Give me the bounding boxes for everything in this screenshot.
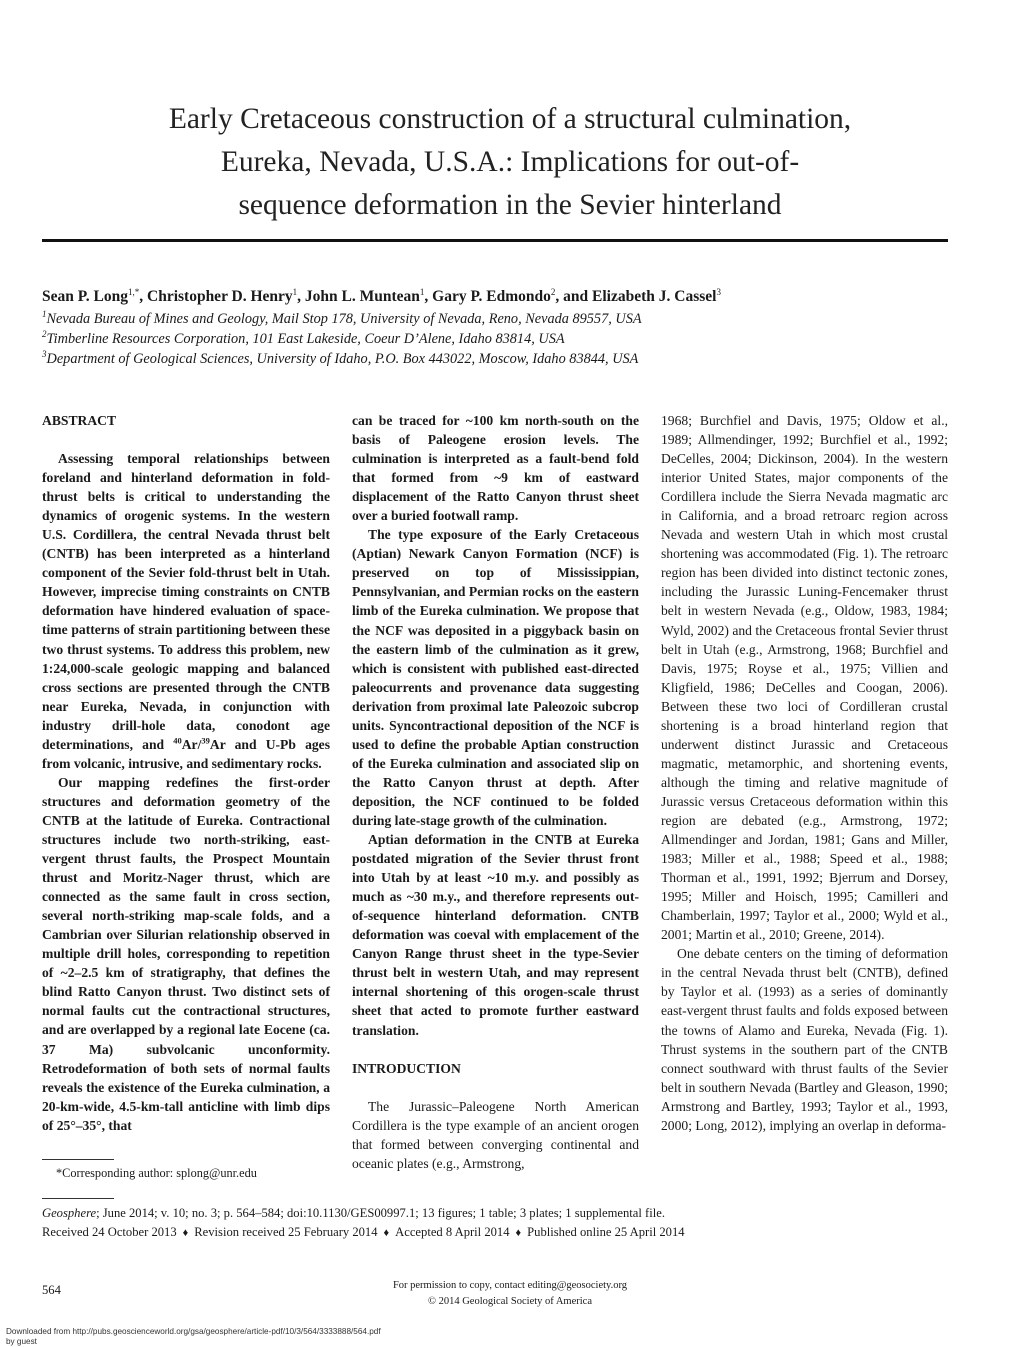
author-affil-marker: 1,*	[128, 286, 140, 297]
permissions-notice	[360, 1278, 660, 1310]
history-dates	[42, 1225, 685, 1240]
abstract-heading: ABSTRACT	[42, 413, 117, 428]
affil-text: Nevada Bureau of Mines and Geology, Mail Stop 178, University of Nevada, Reno, Nevada 89557, USA	[46, 311, 642, 327]
permission-contact: For permission to copy, contact editing@geosociety.org	[392, 1280, 628, 1291]
affiliation	[42, 351, 952, 368]
affil-text: Timberline Resources Corporation, 101 East Lakeside, Coeur D’Alene, Idaho 83814, USA	[46, 331, 565, 347]
column-3	[661, 411, 948, 1135]
journal-name: Geosphere	[42, 1206, 97, 1220]
abstract-paragraph: Aptian deformation in the CNTB at Eureka postdated migration of the Sevier thrust front into Utah by at least ~10 m.y. and possibly as much as ~30 m.y., and therefore represents out-of-sequence hinterland deformation. CNTB deformation was coeval with emplacement of the Canyon Range thrust sheet in the type-Sevier thrust belt in western Utah, and may represent internal shortening of this orogen-scale thrust sheet that acted to promote further eastward translation.	[352, 832, 639, 1038]
column-1	[42, 411, 330, 1135]
isotope-superscript: 39	[201, 735, 210, 746]
author-affil-marker: 3	[716, 286, 721, 297]
affiliation	[42, 331, 952, 348]
abstract-paragraph: can be traced for ~100 km north-south on the basis of Paleogene erosion levels. The culmination is interpreted as a fault-bend fold that formed from ~9 km of eastward displacement of the Ratto Canyon thrust sheet over a buried footwall ramp.	[352, 413, 639, 524]
author-list	[42, 288, 952, 306]
citation-line	[42, 1206, 665, 1221]
diamond-icon: ♦	[383, 1227, 390, 1239]
abstract-paragraph: Our mapping redefines the first-order structures and deformation geometry of the CNTB at the latitude of Eureka. Contractional structures include two north-striking, east-vergent thrust faults, the Prospect Mountain thrust and Moritz-Nager thrust, which are connected as the same fault in cross section, several north-striking map-scale folds, and a Cambrian over Silurian relationship observed in multiple drill holes, corresponding to repetition of ~2–2.5 km of stratigraphy, that defines the blind Ratto Canyon thrust. Two distinct sets of normal faults cut the contractional structures, and are overlapped by a regional late Eocene (ca. 37 Ma) subvolcanic unconformity. Retrodeformation of both sets of normal faults reveals the existence of the Eureka culmination, a 20-km-wide, 4.5-km-tall anticline with limb dips of 25°–35°, that	[42, 774, 330, 1133]
affiliation	[42, 311, 952, 328]
author-affil-marker: 1	[292, 286, 298, 297]
author-name: , Christopher D. Henry	[139, 288, 293, 305]
diamond-icon: ♦	[515, 1227, 522, 1239]
abstract-text: Assessing temporal relationships between foreland and hinterland deformation in fold-thrust belts is critical to understanding the dynamics of orogenic systems. In the western U.S. Cordillera, the central Nevada thrust belt (CNTB) has been interpreted as a hinterland component of the Sevier fold-thrust belt in Utah. However, imprecise timing constraints on CNTB deformation have hindered evaluation of space-time patterns of strain partitioning between these two thrust systems. To address this problem, new 1:24,000-scale geologic mapping and balanced cross sections are presented through the CNTB near Eureka, Nevada, in conjunction with industry drill-hole data, conodont age determinations, and	[42, 451, 330, 752]
download-user: by guest	[6, 1337, 37, 1346]
author-name: , John L. Muntean	[297, 288, 420, 305]
author-affil-marker: 1	[419, 286, 425, 297]
author-affil-marker: 2	[550, 286, 556, 297]
received-date: Received 24 October 2013	[42, 1225, 177, 1239]
article-title	[60, 98, 960, 227]
abstract-text: Ar and U-Pb ages from volcanic, intrusive, and sedimentary rocks.	[42, 736, 330, 771]
affil-marker: 1	[42, 309, 47, 320]
author-name: , and Elizabeth J. Cassel	[555, 288, 717, 305]
footnote-divider	[42, 1159, 114, 1160]
abstract-text: Ar/	[181, 736, 202, 752]
diamond-icon: ♦	[182, 1227, 189, 1239]
revised-date: Revision received 25 February 2014	[194, 1225, 378, 1239]
isotope-superscript: 40	[173, 735, 182, 746]
author-name: Sean P. Long	[42, 288, 128, 305]
citation-divider	[42, 1198, 114, 1199]
accepted-date: Accepted 8 April 2014	[395, 1225, 510, 1239]
title-line: Early Cretaceous construction of a structural culmination,	[168, 103, 852, 135]
download-source: Downloaded from http://pubs.geoscienceworld.org/gsa/geosphere/article-pdf/10/3/564/3333888/564.pdf	[6, 1327, 381, 1336]
affil-marker: 3	[42, 349, 47, 360]
author-name: , Gary P. Edmondo	[424, 288, 551, 305]
affil-text: Department of Geological Sciences, University of Idaho, P.O. Box 443022, Moscow, Idaho 83844, USA	[46, 351, 639, 367]
page-number: 564	[42, 1283, 61, 1297]
download-stamp	[6, 1327, 381, 1347]
introduction-heading: INTRODUCTION	[352, 1060, 461, 1076]
corresponding-author-footnote: *Corresponding author: splong@unr.edu	[56, 1166, 257, 1180]
affil-marker: 2	[42, 329, 47, 340]
citation-details: ; June 2014; v. 10; no. 3; p. 564–584; doi:10.1130/GES00997.1; 13 figures; 1 table; 3 plates; 1 supplemental file.	[96, 1206, 665, 1220]
abstract-paragraph: The type exposure of the Early Cretaceous (Aptian) Newark Canyon Formation (NCF) is preserved on top of Mississippian, Pennsylvanian, and Permian rocks on the eastern limb of the Eureka culmination. We propose that the NCF was deposited in a piggyback basin on the eastern limb of the culmination as it grew, which is consistent with published east-directed paleocurrents and provenance data suggesting derivation from proximal late Paleozoic subcrop units. Syncontractional deposition of the NCF is used to define the probable Aptian construction of the Eureka culmination and associated slip on the Ratto Canyon thrust at depth. After deposition, the NCF continued to be folded during late-stage growth of the culmination.	[352, 527, 639, 828]
title-line: Eureka, Nevada, U.S.A.: Implications for out-of-	[220, 146, 800, 178]
published-date: Published online 25 April 2014	[527, 1225, 685, 1239]
title-divider	[42, 239, 948, 242]
body-paragraph: The Jurassic–Paleogene North American Cordillera is the type example of an ancient orogen that formed between converging continental and oceanic plates (e.g., Armstrong,	[352, 1098, 639, 1171]
body-paragraph: 1968; Burchfiel and Davis, 1975; Oldow et al., 1989; Allmendinger, 1992; Burchfiel et al., 1992; DeCelles, 2004; Dickinson, 2004). In the western interior United States, major components of the Cordillera include the Sierra Nevada magmatic arc in California, and a broad retroarc region across Nevada and western Utah in which most crustal shortening was accommodated (Fig. 1). The retroarc region has been divided into distinct tectonic zones, including the Jurassic Luning-Fencemaker thrust belt in western Nevada (e.g., Oldow, 1983, 1984; Wyld, 2002) and the Cretaceous frontal Sevier thrust belt in Utah (e.g., Armstrong, 1968; Burchfiel and Davis, 1975; Royse et al., 1975; Villien and Kligfield, 1986; DeCelles and Coogan, 2006). Between these two loci of Cordilleran crustal shortening is a broad hinterland region that underwent distinct Jurassic and Cretaceous magmatic, metamorphic, and shortening events, although the timing and relative magnitude of Jurassic versus Cretaceous deformation within this region are debated (e.g., Armstrong, 1972; Allmendinger and Jordan, 1981; Gans and Miller, 1983; Miller et al., 1988; Speed et al., 1988; Thorman et al., 1991, 1992; Bjerrum and Dorsey, 1995; Miller and Hoisch, 1995; Camilleri and Chamberlain, 1997; Taylor et al., 2000; Wyld et al., 2001; Martin et al., 2010; Greene, 2014).	[661, 413, 948, 943]
column-2	[352, 411, 639, 1173]
abstract-paragraph	[42, 449, 330, 773]
body-paragraph: One debate centers on the timing of deformation in the central Nevada thrust belt (CNTB), defined by Taylor et al. (1993) as a series of dominantly east-vergent thrust faults and folds exposed between the towns of Alamo and Eureka, Nevada (Fig. 1). Thrust systems in the southern part of the CNTB connect southward with thrust faults of the Sevier belt in southern Nevada (Bartley and Gleason, 1990; Armstrong and Bartley, 1993; Taylor et al., 1993, 2000; Long, 2012), implying an overlap in deforma-	[661, 946, 948, 1133]
title-line: sequence deformation in the Sevier hinterland	[238, 189, 782, 221]
copyright-line: © 2014 Geological Society of America	[428, 1296, 592, 1307]
